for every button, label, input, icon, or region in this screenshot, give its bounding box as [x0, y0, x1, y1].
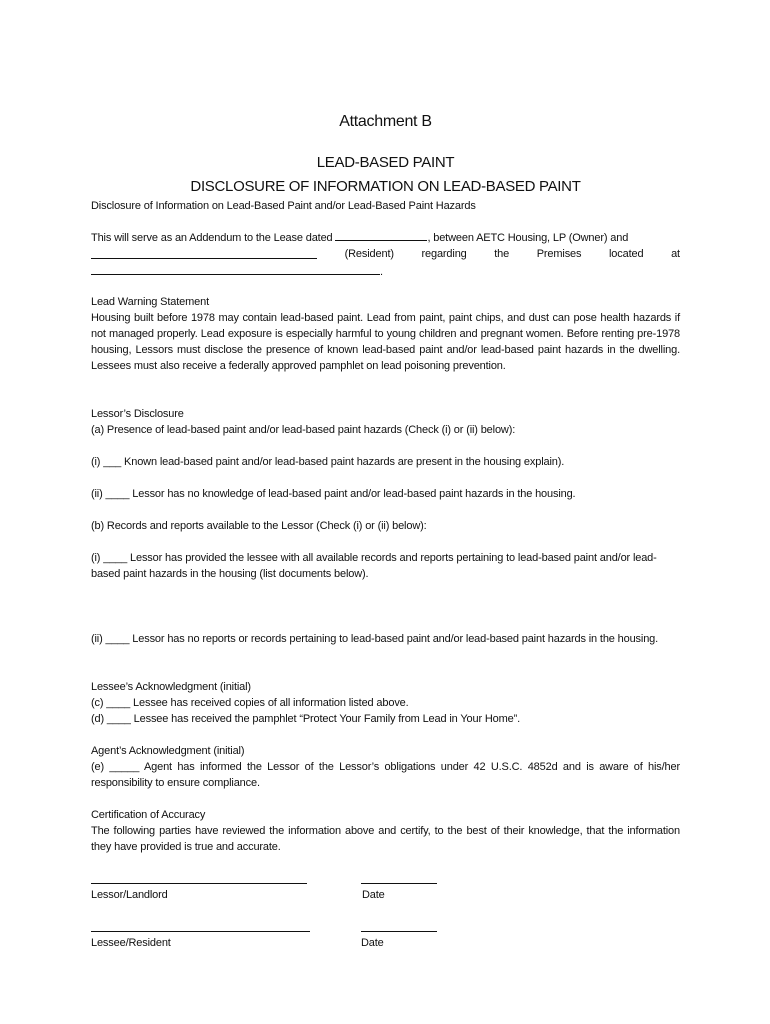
document-title-line1: LEAD-BASED PAINT — [316, 154, 455, 171]
lessor-signature-label: Lessor/Landlord — [91, 889, 168, 901]
lessor-item-a-ii[interactable]: (ii) ____ Lessor has no knowledge of lead-based paint and/or lead-based paint hazards in the housing. — [91, 488, 576, 500]
lessor-item-a-i[interactable]: (i) ___ Known lead-based paint and/or lead-based paint hazards are present in the housing explain). — [91, 456, 565, 468]
certification-body: The following parties have reviewed the information above and certify, to the best of their knowledge, that the information they have provided is true and accurate. — [91, 825, 680, 853]
lessee-ack-c[interactable]: (c) ____ Lessee has received copies of all information listed above. — [91, 697, 409, 709]
lessor-date-label: Date — [362, 889, 385, 901]
lessor-item-b: (b) Records and reports available to the Lessor (Check (i) or (ii) below): — [91, 520, 427, 532]
lessee-ack-d[interactable]: (d) ____ Lessee has received the pamphlet “Protect Your Family from Lead in Your Home”. — [91, 713, 521, 725]
lessor-disclosure-heading: Lessor’s Disclosure — [91, 408, 184, 420]
premises-address-field[interactable] — [91, 262, 380, 275]
lessee-signature-line[interactable] — [91, 931, 310, 932]
lead-warning-heading: Lead Warning Statement — [91, 296, 209, 308]
lessor-signature-line[interactable] — [91, 883, 307, 884]
resident-name-field[interactable] — [91, 246, 317, 259]
agent-ack-e[interactable]: (e) _____ Agent has informed the Lessor of the Lessor’s obligations under 42 U.S.C. 4852d and is aware of his/her responsibility to ensure compliance. — [91, 761, 680, 789]
lessee-signature-label: Lessee/Resident — [91, 937, 171, 949]
certification-heading: Certification of Accuracy — [91, 809, 206, 821]
addendum-text-2: , between AETC Housing, LP (Owner) and — [427, 232, 629, 244]
addendum-word-the: the — [494, 248, 510, 260]
lessor-item-b-ii[interactable]: (ii) ____ Lessor has no reports or records pertaining to lead-based paint and/or lead-based paint hazards in the housing. — [91, 633, 659, 645]
addendum-line1 — [91, 230, 680, 246]
lessee-date-line[interactable] — [361, 931, 437, 932]
document-title-line2: DISCLOSURE OF INFORMATION ON LEAD-BASED PAINT — [190, 178, 581, 195]
lessor-item-a: (a) Presence of lead-based paint and/or lead-based paint hazards (Check (i) or (ii) below): — [91, 424, 516, 436]
addendum-line2 — [91, 246, 680, 262]
addendum-word-regarding: regarding — [421, 248, 467, 260]
lessee-ack-heading: Lessee’s Acknowledgment (initial) — [91, 681, 251, 693]
agent-ack-heading: Agent’s Acknowledgment (initial) — [91, 745, 245, 757]
lease-date-field[interactable] — [335, 240, 427, 241]
lessor-item-b-i[interactable]: (i) ____ Lessor has provided the lessee with all available records and reports pertaining to lead-based paint and/or lead-based paint hazards in the housing (list documents below). — [91, 552, 657, 580]
addendum-period: . — [380, 266, 383, 278]
addendum-line3 — [91, 262, 680, 280]
addendum-word-at: at — [671, 248, 680, 260]
addendum-word-located: located — [609, 248, 644, 260]
lessee-date-label: Date — [361, 937, 384, 949]
lead-warning-body: Housing built before 1978 may contain lead-based paint. Lead from paint, paint chips, and dust can pose health hazards if not managed properly. Lead exposure is especially harmful to young children and pregnant women. Before renting pre-1978 housing, Lessors must disclose the presence of known lead-based paint and/or lead-based paint hazards in the dwelling. Lessees must also receive a federally approved pamphlet on lead poisoning prevention. — [91, 312, 680, 372]
document-subtitle: Disclosure of Information on Lead-Based Paint and/or Lead-Based Paint Hazards — [91, 200, 476, 212]
resident-label: (Resident) — [344, 248, 394, 260]
attachment-title: Attachment B — [339, 113, 432, 130]
addendum-text-1: This will serve as an Addendum to the Lease dated — [91, 232, 333, 244]
addendum-word-premises: Premises — [536, 248, 582, 260]
lessor-date-line[interactable] — [361, 883, 437, 884]
